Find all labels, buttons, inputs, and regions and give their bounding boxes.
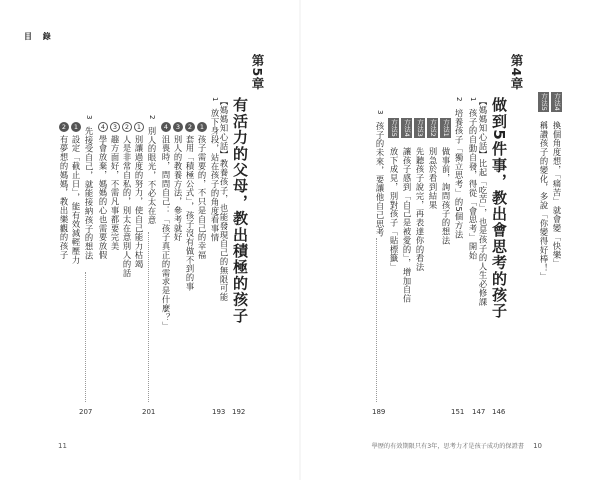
toc-entry: 3 孩子的未來，要讓他自己思考: [375, 110, 385, 238]
chapter5-page: 192: [232, 408, 246, 416]
chapter4-heading: 第4章: [509, 54, 524, 91]
toc-page-number: 151: [451, 408, 465, 416]
toc-entry: 2有夢想的媽媽，教出樂觀的孩子: [59, 123, 69, 260]
right-page: [300, 0, 600, 480]
page-number: 10: [533, 442, 542, 450]
toc-entry: 2人是非常自私的，別太在意別人的話: [122, 123, 132, 278]
toc-entry: 1別讓過度的努力，使自己能力枯竭: [134, 123, 144, 269]
chapter4-page: 146: [492, 408, 506, 416]
toc-entry: 2 別人的眼光，不必太在意: [147, 115, 157, 225]
toc-entry: 1孩子需要的，不只是自己的幸福: [197, 123, 207, 260]
dotted-leader: [85, 272, 86, 402]
toc-entry: 方法5 稱讚孩子的變化，多說「你變得好棒！」: [539, 93, 549, 282]
toc-entry: 方法5 放下成見，別對孩子「貼標籤」: [389, 119, 399, 272]
toc-entry: 【媽媽知心話】比起「吃苦」，也是孩子的人生必修課: [478, 97, 488, 307]
toc-entry: 3別人的教養方法，參考就好: [173, 123, 183, 242]
toc-entry: 方法1 做事前，詢問孩子的想法: [441, 119, 451, 246]
page-title: 目 錄: [24, 32, 55, 41]
dotted-leader: [376, 238, 377, 402]
toc-entry: 1 放下身段，站在孩子的角度看事情: [210, 97, 220, 243]
toc-entry: 4沮喪時，問問自己：「孩子真正的需求是什麼？」: [161, 123, 171, 331]
toc-entry: 方法4 換個角度想，「痛苦」就會變「快樂」: [552, 93, 562, 269]
chapter4-title: 做到5件事，教出會思考的孩子: [490, 97, 508, 320]
toc-page-number: 193: [212, 408, 226, 416]
chapter5-heading: 第5章: [250, 54, 265, 91]
toc-entry: 方法4 讓孩子感到「自己是被愛的」，增加自信: [402, 119, 412, 304]
toc-entry: 2 培養孩子「獨立思考」的5個方法: [454, 97, 464, 240]
toc-page-number: 201: [142, 408, 156, 416]
toc-entry: 【媽媽知心話】教養孩子，也能發現自己的無限可能: [219, 97, 229, 302]
toc-entry: 3趣方面好，不需凡事都要完美: [110, 123, 120, 251]
chapter5-title: 有活力的父母，教出積極的孩子: [231, 97, 249, 324]
page-number: 11: [58, 442, 67, 450]
toc-page-number: 189: [372, 408, 386, 416]
running-head: 學歷的有效期限只有3年，思考力才是孩子成功的保證書: [371, 443, 524, 450]
toc-entry: 3 先接受自己，就能接納孩子的想法: [84, 115, 94, 261]
toc-entry: 1 孩子的自動自發，得從「會思考」開始: [468, 97, 478, 260]
toc-page-number: 207: [79, 408, 93, 416]
toc-entry: 方法3 先聽孩子說完，再表達你的看法: [415, 119, 425, 272]
toc-entry: 4學會放棄，媽媽的心也需要放假: [98, 123, 108, 260]
toc-entry: 1設定「截止日」，能有效減輕壓力: [71, 123, 81, 265]
toc-entry: 方法2 別急於看到結果: [428, 119, 438, 210]
toc-entry: 2套用「積極公式」，孩子沒有做不到的事: [185, 123, 195, 292]
toc-page-number: 147: [472, 408, 486, 416]
